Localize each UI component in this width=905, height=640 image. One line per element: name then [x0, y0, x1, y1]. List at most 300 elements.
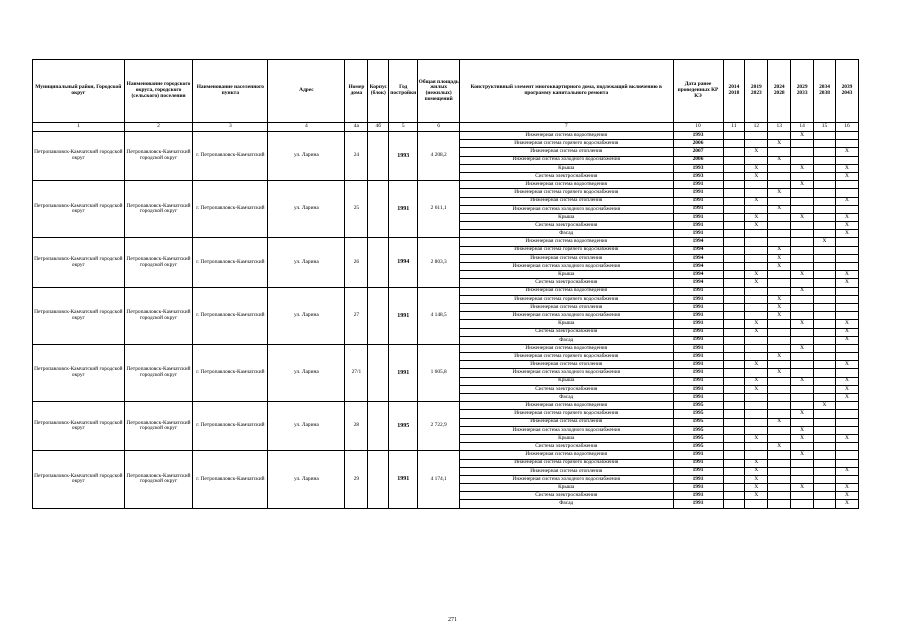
period-mark-cell: X [745, 467, 768, 475]
period-mark-cell: X [768, 303, 791, 311]
period-mark-cell [814, 287, 836, 295]
period-mark-cell [745, 410, 768, 418]
settlement-cell: Петропавловск-Камчатский городской округ [124, 344, 193, 401]
period-mark-cell [814, 459, 836, 467]
period-mark-cell [723, 181, 745, 189]
area-cell: 4 174,1 [418, 451, 460, 508]
period-mark-cell [835, 287, 858, 295]
period-mark-cell [791, 197, 814, 205]
period-mark-cell: X [835, 197, 858, 205]
settlement-cell: Петропавловск-Камчатский городской округ [124, 132, 193, 181]
period-mark-cell [723, 500, 745, 508]
period-mark-cell [814, 434, 836, 442]
period-mark-cell [723, 287, 745, 295]
period-mark-cell: X [791, 426, 814, 434]
area-cell: 2 722,9 [418, 402, 460, 451]
period-mark-cell: X [768, 369, 791, 377]
period-mark-cell [791, 205, 814, 213]
period-mark-cell [745, 230, 768, 238]
period-mark-cell [835, 303, 858, 311]
period-mark-cell [723, 197, 745, 205]
element-cell: Инженерная система горячего водоснабжения [460, 246, 674, 254]
period-mark-cell: X [745, 434, 768, 442]
period-mark-cell [835, 181, 858, 189]
period-mark-cell [791, 140, 814, 148]
block-cell [368, 238, 389, 287]
period-mark-cell [814, 263, 836, 271]
period-mark-cell [814, 320, 836, 328]
period-mark-cell [791, 328, 814, 336]
period-mark-cell [768, 172, 791, 180]
period-mark-cell [814, 500, 836, 508]
period-mark-cell [723, 459, 745, 467]
period-mark-cell [723, 336, 745, 344]
period-mark-cell [723, 189, 745, 197]
period-mark-cell [768, 230, 791, 238]
period-mark-cell [723, 484, 745, 492]
period-mark-cell: X [745, 213, 768, 221]
period-mark-cell [745, 402, 768, 410]
period-mark-cell [768, 451, 791, 459]
period-mark-cell: X [791, 410, 814, 418]
period-mark-cell [791, 336, 814, 344]
prior-repair-date-cell: 1994 [673, 263, 723, 271]
locality-cell: г. Петропавловск-Камчатский [193, 451, 268, 508]
column-number: 6 [418, 123, 460, 132]
column-number: 7 [460, 123, 674, 132]
table-row [33, 181, 859, 189]
period-mark-cell: X [768, 156, 791, 164]
period-mark-cell [814, 222, 836, 230]
period-mark-cell [723, 246, 745, 254]
period-mark-cell [723, 213, 745, 221]
period-mark-cell [768, 492, 791, 500]
period-mark-cell: X [791, 377, 814, 385]
prior-repair-date-cell: 1991 [673, 295, 723, 303]
period-mark-cell: X [745, 222, 768, 230]
element-cell: Крыша [460, 484, 674, 492]
period-mark-cell [723, 238, 745, 246]
element-cell: Инженерная система горячего водоснабжения [460, 353, 674, 361]
element-cell: Фасад [460, 336, 674, 344]
district-cell: Петропавловск-Камчатский городской округ [33, 238, 125, 287]
period-mark-cell [768, 410, 791, 418]
period-mark-cell [791, 172, 814, 180]
period-mark-cell [723, 426, 745, 434]
prior-repair-date-cell: 1991 [673, 287, 723, 295]
prior-repair-date-cell: 1991 [673, 181, 723, 189]
period-mark-cell: X [745, 148, 768, 156]
element-cell: Крыша [460, 271, 674, 279]
prior-repair-date-cell: 1991 [673, 369, 723, 377]
prior-repair-date-cell: 1991 [673, 230, 723, 238]
period-mark-cell: X [835, 148, 858, 156]
period-mark-cell: X [745, 459, 768, 467]
period-mark-cell [745, 426, 768, 434]
period-mark-cell [723, 451, 745, 459]
period-mark-cell [814, 394, 836, 402]
street-cell: ул. Ларина [268, 402, 345, 451]
header-block: Корпус (блок) [368, 60, 389, 123]
period-mark-cell [791, 230, 814, 238]
element-cell: Система электроснабжения [460, 492, 674, 500]
period-mark-cell [791, 369, 814, 377]
period-mark-cell: X [835, 492, 858, 500]
period-mark-cell [835, 369, 858, 377]
period-mark-cell [814, 467, 836, 475]
period-mark-cell [791, 295, 814, 303]
period-mark-cell [768, 394, 791, 402]
period-mark-cell [791, 394, 814, 402]
element-cell: Инженерная система горячего водоснабжения [460, 189, 674, 197]
table-row [33, 132, 859, 140]
period-mark-cell [791, 500, 814, 508]
prior-repair-date-cell: 1991 [673, 500, 723, 508]
period-mark-cell [768, 500, 791, 508]
element-cell: Крыша [460, 213, 674, 221]
period-mark-cell [723, 361, 745, 369]
prior-repair-date-cell: 2006 [673, 140, 723, 148]
period-mark-cell [814, 377, 836, 385]
period-mark-cell: X [835, 361, 858, 369]
period-mark-cell: X [791, 320, 814, 328]
prior-repair-date-cell: 1993 [673, 172, 723, 180]
period-mark-cell [814, 344, 836, 352]
block-cell [368, 181, 389, 238]
period-mark-cell: X [835, 230, 858, 238]
element-cell: Инженерная система водоотведения [460, 344, 674, 352]
header-settlement: Наименование городского округа, городского (сельского) поселения [124, 60, 193, 123]
settlement-cell: Петропавловск-Камчатский городской округ [124, 238, 193, 287]
period-mark-cell: X [814, 402, 836, 410]
period-mark-cell [723, 254, 745, 262]
element-cell: Инженерная система холодного водоснабжения [460, 369, 674, 377]
period-mark-cell [835, 254, 858, 262]
period-mark-cell [768, 197, 791, 205]
period-mark-cell [768, 287, 791, 295]
period-mark-cell [835, 140, 858, 148]
header-address: Адрес [268, 60, 345, 123]
column-number: 4 [268, 123, 345, 132]
period-mark-cell: X [835, 213, 858, 221]
header-row [33, 60, 859, 123]
element-cell: Инженерная система отопления [460, 467, 674, 475]
prior-repair-date-cell: 1995 [673, 418, 723, 426]
prior-repair-date-cell: 1993 [673, 164, 723, 172]
element-cell: Инженерная система водоотведения [460, 181, 674, 189]
period-mark-cell [745, 238, 768, 246]
prior-repair-date-cell: 1994 [673, 254, 723, 262]
period-mark-cell: X [835, 394, 858, 402]
period-mark-cell [814, 172, 836, 180]
period-mark-cell: X [791, 181, 814, 189]
element-cell: Инженерная система горячего водоснабжения [460, 410, 674, 418]
district-cell: Петропавловск-Камчатский городской округ [33, 344, 125, 401]
locality-cell: г. Петропавловск-Камчатский [193, 287, 268, 344]
period-mark-cell [723, 303, 745, 311]
period-mark-cell [768, 402, 791, 410]
period-mark-cell: X [835, 320, 858, 328]
period-mark-cell [791, 418, 814, 426]
block-cell [368, 451, 389, 508]
period-mark-cell [745, 451, 768, 459]
period-mark-cell [791, 467, 814, 475]
period-mark-cell [745, 205, 768, 213]
header-year: Год постройки [389, 60, 418, 123]
period-mark-cell [814, 303, 836, 311]
element-cell: Крыша [460, 164, 674, 172]
area-cell: 2 803,3 [418, 238, 460, 287]
period-mark-cell [791, 156, 814, 164]
house-number-cell: 27/1 [345, 344, 368, 401]
period-mark-cell [723, 344, 745, 352]
period-mark-cell [768, 328, 791, 336]
period-mark-cell: X [814, 238, 836, 246]
element-cell: Инженерная система холодного водоснабжения [460, 426, 674, 434]
locality-cell: г. Петропавловск-Камчатский [193, 344, 268, 401]
period-mark-cell: X [745, 320, 768, 328]
period-mark-cell [835, 344, 858, 352]
district-cell: Петропавловск-Камчатский городской округ [33, 132, 125, 181]
capital-repair-table [32, 59, 859, 509]
element-cell: Инженерная система водоотведения [460, 402, 674, 410]
element-cell: Инженерная система отопления [460, 303, 674, 311]
area-cell: 2 611,1 [418, 181, 460, 238]
table-body [33, 132, 859, 509]
prior-repair-date-cell: 1991 [673, 312, 723, 320]
period-mark-cell [723, 164, 745, 172]
period-mark-cell [814, 361, 836, 369]
prior-repair-date-cell: 1991 [673, 385, 723, 393]
period-mark-cell [768, 385, 791, 393]
period-mark-cell: X [835, 467, 858, 475]
period-mark-cell [745, 295, 768, 303]
build-year-cell: 1991 [389, 344, 418, 401]
element-cell: Инженерная система холодного водоснабжения [460, 205, 674, 213]
prior-repair-date-cell: 1994 [673, 279, 723, 287]
period-mark-cell [791, 312, 814, 320]
period-mark-cell [835, 263, 858, 271]
period-mark-cell [723, 156, 745, 164]
period-mark-cell: X [835, 222, 858, 230]
period-mark-cell: X [745, 484, 768, 492]
period-mark-cell [814, 312, 836, 320]
prior-repair-date-cell: 1995 [673, 410, 723, 418]
period-mark-cell [745, 369, 768, 377]
settlement-cell: Петропавловск-Камчатский городской округ [124, 402, 193, 451]
period-mark-cell [814, 205, 836, 213]
prior-repair-date-cell: 1991 [673, 394, 723, 402]
period-mark-cell [814, 197, 836, 205]
period-mark-cell: X [745, 172, 768, 180]
period-mark-cell: X [791, 451, 814, 459]
block-cell [368, 344, 389, 401]
period-mark-cell: X [835, 500, 858, 508]
element-cell: Инженерная система водоотведения [460, 451, 674, 459]
period-mark-cell [814, 230, 836, 238]
build-year-cell: 1991 [389, 287, 418, 344]
area-cell: 1 605,8 [418, 344, 460, 401]
period-mark-cell: X [768, 418, 791, 426]
prior-repair-date-cell: 1991 [673, 303, 723, 311]
element-cell: Инженерная система холодного водоснабжения [460, 263, 674, 271]
period-mark-cell [723, 132, 745, 140]
column-number: 11 [723, 123, 745, 132]
period-mark-cell [723, 140, 745, 148]
header-prior-date: Дата ранее проведенных КР КЭ [673, 60, 723, 123]
locality-cell: г. Петропавловск-Камчатский [193, 402, 268, 451]
district-cell: Петропавловск-Камчатский городской округ [33, 402, 125, 451]
period-mark-cell [723, 271, 745, 279]
period-mark-cell [745, 336, 768, 344]
element-cell: Инженерная система отопления [460, 254, 674, 262]
prior-repair-date-cell: 1991 [673, 475, 723, 483]
prior-repair-date-cell: 1994 [673, 246, 723, 254]
element-cell: Крыша [460, 320, 674, 328]
period-mark-cell: X [835, 484, 858, 492]
period-mark-cell [814, 426, 836, 434]
period-mark-cell [791, 148, 814, 156]
column-number: 16 [835, 123, 858, 132]
period-mark-cell [814, 164, 836, 172]
period-mark-cell [791, 254, 814, 262]
period-mark-cell: X [768, 140, 791, 148]
period-mark-cell [814, 475, 836, 483]
period-mark-cell: X [835, 271, 858, 279]
period-mark-cell [745, 132, 768, 140]
column-number: 15 [814, 123, 836, 132]
prior-repair-date-cell: 1994 [673, 238, 723, 246]
period-mark-cell [814, 213, 836, 221]
period-mark-cell: X [835, 279, 858, 287]
period-mark-cell [791, 222, 814, 230]
period-mark-cell [814, 132, 836, 140]
element-cell: Инженерная система водоотведения [460, 132, 674, 140]
period-mark-cell [723, 385, 745, 393]
period-mark-cell: X [745, 492, 768, 500]
period-mark-cell [768, 426, 791, 434]
prior-repair-date-cell: 1991 [673, 459, 723, 467]
period-mark-cell [814, 385, 836, 393]
element-cell: Инженерная система горячего водоснабжения [460, 459, 674, 467]
period-mark-cell [814, 254, 836, 262]
header-district: Муниципальный район, Городской округ [33, 60, 125, 123]
column-number: 14 [791, 123, 814, 132]
period-mark-cell: X [768, 443, 791, 451]
header-period-6: 2039 2043 [835, 60, 858, 123]
period-mark-cell [768, 361, 791, 369]
prior-repair-date-cell: 1991 [673, 377, 723, 385]
house-number-cell: 24 [345, 132, 368, 181]
period-mark-cell [791, 361, 814, 369]
house-number-cell: 28 [345, 402, 368, 451]
element-cell: Инженерная система отопления [460, 418, 674, 426]
prior-repair-date-cell: 1991 [673, 484, 723, 492]
period-mark-cell: X [791, 434, 814, 442]
period-mark-cell [768, 475, 791, 483]
period-mark-cell: X [791, 344, 814, 352]
period-mark-cell [768, 279, 791, 287]
period-mark-cell [814, 140, 836, 148]
period-mark-cell: X [768, 263, 791, 271]
area-cell: 4 148,5 [418, 287, 460, 344]
build-year-cell: 1991 [389, 181, 418, 238]
period-mark-cell: X [745, 361, 768, 369]
column-number: 2 [124, 123, 193, 132]
period-mark-cell [723, 394, 745, 402]
element-cell: Инженерная система водоотведения [460, 287, 674, 295]
period-mark-cell [768, 377, 791, 385]
period-mark-cell [791, 475, 814, 483]
period-mark-cell [814, 353, 836, 361]
settlement-cell: Петропавловск-Камчатский городской округ [124, 287, 193, 344]
locality-cell: г. Петропавловск-Камчатский [193, 132, 268, 181]
house-number-cell: 29 [345, 451, 368, 508]
period-mark-cell: X [745, 328, 768, 336]
period-mark-cell [768, 222, 791, 230]
block-cell [368, 402, 389, 451]
build-year-cell: 1993 [389, 132, 418, 181]
element-cell: Инженерная система горячего водоснабжения [460, 295, 674, 303]
period-mark-cell [745, 353, 768, 361]
prior-repair-date-cell: 1995 [673, 402, 723, 410]
period-mark-cell [723, 320, 745, 328]
period-mark-cell [768, 132, 791, 140]
period-mark-cell [814, 295, 836, 303]
period-mark-cell [791, 246, 814, 254]
element-cell: Инженерная система холодного водоснабжения [460, 312, 674, 320]
period-mark-cell [745, 287, 768, 295]
settlement-cell: Петропавловск-Камчатский городской округ [124, 181, 193, 238]
period-mark-cell [814, 369, 836, 377]
period-mark-cell [745, 394, 768, 402]
period-mark-cell [835, 132, 858, 140]
period-mark-cell [723, 443, 745, 451]
locality-cell: г. Петропавловск-Камчатский [193, 238, 268, 287]
table-row [33, 238, 859, 246]
prior-repair-date-cell: 1995 [673, 426, 723, 434]
period-mark-cell: X [768, 246, 791, 254]
period-mark-cell [835, 459, 858, 467]
period-mark-cell [768, 344, 791, 352]
build-year-cell: 1995 [389, 402, 418, 451]
period-mark-cell [791, 459, 814, 467]
table-row [33, 344, 859, 352]
period-mark-cell [791, 443, 814, 451]
element-cell: Инженерная система отопления [460, 361, 674, 369]
period-mark-cell [768, 213, 791, 221]
period-mark-cell [723, 295, 745, 303]
column-number: 3 [193, 123, 268, 132]
period-mark-cell: X [835, 434, 858, 442]
period-mark-cell [745, 254, 768, 262]
period-mark-cell [768, 336, 791, 344]
period-mark-cell [814, 336, 836, 344]
element-cell: Система электроснабжения [460, 328, 674, 336]
period-mark-cell [723, 328, 745, 336]
period-mark-cell [745, 344, 768, 352]
period-mark-cell [835, 418, 858, 426]
period-mark-cell [791, 303, 814, 311]
period-mark-cell [745, 263, 768, 271]
period-mark-cell [791, 353, 814, 361]
period-mark-cell [745, 303, 768, 311]
period-mark-cell: X [768, 312, 791, 320]
period-mark-cell [814, 410, 836, 418]
prior-repair-date-cell: 1991 [673, 222, 723, 230]
period-mark-cell: X [791, 484, 814, 492]
header-element: Конструктивный элемент многоквартирного дома, подлежащий включению в программу капитального ремонта [460, 60, 674, 123]
